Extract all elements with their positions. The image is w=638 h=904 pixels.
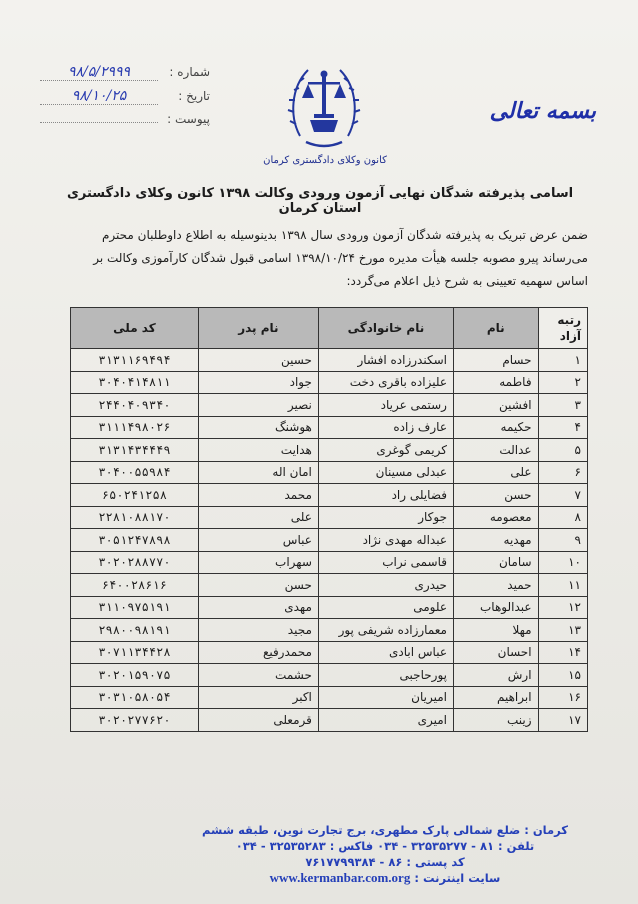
cell-rank: ۱۵ bbox=[538, 664, 587, 687]
col-header-last-name: نام خانوادگی bbox=[318, 308, 453, 349]
footer-website-label: سایت اینترنت : bbox=[414, 871, 501, 885]
cell-national-code: ۳۰۲۰۱۵۹۰۷۵ bbox=[71, 664, 199, 687]
cell-national-code: ۳۱۱۱۴۹۸۰۲۶ bbox=[71, 416, 199, 439]
footer-postal-code: کد پستی : ۸۶ - ۷۶۱۷۷۹۹۳۸۴ bbox=[305, 855, 465, 869]
cell-rank: ۲ bbox=[538, 371, 587, 394]
cell-national-code: ۳۱۳۱۱۶۹۴۹۴ bbox=[71, 349, 199, 372]
cell-first-name: حکیمه bbox=[453, 416, 538, 439]
cell-first-name: فاطمه bbox=[453, 371, 538, 394]
cell-last-name: عارف زاده bbox=[318, 416, 453, 439]
cell-national-code: ۳۰۴۰۰۵۵۹۸۴ bbox=[71, 461, 199, 484]
cell-father-name: حسین bbox=[198, 349, 318, 372]
cell-father-name: امان اله bbox=[198, 461, 318, 484]
cell-first-name: زینب bbox=[453, 709, 538, 732]
cell-rank: ۱۳ bbox=[538, 619, 587, 642]
cell-first-name: عبدالوهاب bbox=[453, 596, 538, 619]
cell-first-name: حمید bbox=[453, 574, 538, 597]
cell-last-name: علیزاده باقری دخت bbox=[318, 371, 453, 394]
cell-father-name: هدایت bbox=[198, 439, 318, 462]
table-row bbox=[71, 461, 588, 484]
cell-rank: ۷ bbox=[538, 484, 587, 507]
table-row bbox=[71, 596, 588, 619]
letter-number-row bbox=[40, 64, 210, 88]
cell-father-name: سهراب bbox=[198, 551, 318, 574]
footer-phone-fax: تلفن : ۸۱ - ۳۲۵۳۵۲۷۷ - ۰۳۴ فاکس : ۳۲۵۳۵۲۸۳ - ۰۳۴ bbox=[235, 839, 535, 853]
cell-father-name: نصیر bbox=[198, 394, 318, 417]
cell-rank: ۵ bbox=[538, 439, 587, 462]
table-row bbox=[71, 371, 588, 394]
cell-national-code: ۶۴۰۰۲۸۶۱۶ bbox=[71, 574, 199, 597]
cell-father-name: اکبر bbox=[198, 686, 318, 709]
cell-first-name: ابراهیم bbox=[453, 686, 538, 709]
table-row bbox=[71, 529, 588, 552]
cell-father-name: هوشنگ bbox=[198, 416, 318, 439]
cell-national-code: ۳۰۵۱۲۴۷۸۹۸ bbox=[71, 529, 199, 552]
emblem-caption: کانون وکلای دادگستری کرمان bbox=[263, 155, 387, 166]
cell-last-name: جوکار bbox=[318, 506, 453, 529]
cell-last-name: پورحاجبی bbox=[318, 664, 453, 687]
col-header-father-name: نام پدر bbox=[198, 308, 318, 349]
cell-father-name: جواد bbox=[198, 371, 318, 394]
cell-last-name: امیریان bbox=[318, 686, 453, 709]
cell-first-name: ارش bbox=[453, 664, 538, 687]
letter-date-row bbox=[40, 88, 210, 112]
cell-national-code: ۳۰۲۰۲۸۸۷۷۰ bbox=[71, 551, 199, 574]
cell-national-code: ۲۴۴۰۴۰۹۳۴۰ bbox=[71, 394, 199, 417]
table-row bbox=[71, 574, 588, 597]
cell-first-name: حسام bbox=[453, 349, 538, 372]
basmala-heading: بسمه تعالی bbox=[489, 98, 596, 124]
cell-first-name: سامان bbox=[453, 551, 538, 574]
table-row bbox=[71, 551, 588, 574]
table-row bbox=[71, 394, 588, 417]
letter-attachment-value bbox=[40, 122, 158, 123]
cell-father-name: مهدی bbox=[198, 596, 318, 619]
cell-last-name: اسکندرزاده افشار bbox=[318, 349, 453, 372]
cell-father-name: عباس bbox=[198, 529, 318, 552]
col-header-rank: رتبه آزاد bbox=[538, 308, 587, 349]
table-row bbox=[71, 619, 588, 642]
cell-last-name: فضایلی راد bbox=[318, 484, 453, 507]
cell-first-name: احسان bbox=[453, 641, 538, 664]
bar-association-emblem bbox=[286, 58, 362, 154]
cell-first-name: عدالت bbox=[453, 439, 538, 462]
cell-rank: ۳ bbox=[538, 394, 587, 417]
cell-rank: ۱۲ bbox=[538, 596, 587, 619]
cell-first-name: مهلا bbox=[453, 619, 538, 642]
table-row bbox=[71, 506, 588, 529]
cell-last-name: قاسمی نراب bbox=[318, 551, 453, 574]
cell-rank: ۱۴ bbox=[538, 641, 587, 664]
table-header-row bbox=[71, 308, 588, 349]
letter-date-value: ۹۸/۱۰/۲۵ bbox=[40, 88, 158, 105]
cell-rank: ۱۶ bbox=[538, 686, 587, 709]
cell-last-name: امیری bbox=[318, 709, 453, 732]
table-row bbox=[71, 416, 588, 439]
cell-rank: ۶ bbox=[538, 461, 587, 484]
cell-father-name: محمد bbox=[198, 484, 318, 507]
cell-rank: ۱۰ bbox=[538, 551, 587, 574]
cell-national-code: ۳۱۱۰۹۷۵۱۹۱ bbox=[71, 596, 199, 619]
letter-date-label: تاریخ : bbox=[178, 89, 210, 103]
cell-last-name: علومی bbox=[318, 596, 453, 619]
cell-father-name: قرمعلی bbox=[198, 709, 318, 732]
cell-rank: ۸ bbox=[538, 506, 587, 529]
cell-rank: ۱۷ bbox=[538, 709, 587, 732]
letter-attachment-label: پیوست : bbox=[167, 112, 210, 126]
cell-rank: ۴ bbox=[538, 416, 587, 439]
letter-number-label: شماره : bbox=[169, 65, 210, 79]
table-row bbox=[71, 349, 588, 372]
table-row bbox=[71, 709, 588, 732]
footer-website-link[interactable]: www.kermanbar.com.org bbox=[269, 870, 411, 885]
cell-father-name: حسن bbox=[198, 574, 318, 597]
table-body bbox=[71, 349, 588, 732]
footer-website-line bbox=[170, 870, 600, 886]
letter-reference-block bbox=[40, 64, 210, 136]
cell-rank: ۹ bbox=[538, 529, 587, 552]
table-row bbox=[71, 664, 588, 687]
accepted-candidates-table bbox=[70, 307, 588, 732]
table-row bbox=[71, 686, 588, 709]
cell-national-code: ۳۱۳۱۴۳۴۴۴۹ bbox=[71, 439, 199, 462]
cell-rank: ۱۱ bbox=[538, 574, 587, 597]
footer-address: کرمان : ضلع شمالی پارک مطهری، برج تجارت نوین، طبقه ششم bbox=[202, 823, 568, 837]
emblem-ribbon bbox=[306, 142, 342, 146]
cell-national-code: ۳۰۳۱۰۵۸۰۵۴ bbox=[71, 686, 199, 709]
cell-father-name: علی bbox=[198, 506, 318, 529]
letter-attachment-row bbox=[40, 112, 210, 136]
cell-last-name: عبدلی مسینان bbox=[318, 461, 453, 484]
cell-national-code: ۲۲۸۱۰۸۸۱۷۰ bbox=[71, 506, 199, 529]
cell-father-name: مجید bbox=[198, 619, 318, 642]
scales-of-justice-icon bbox=[302, 71, 346, 133]
cell-first-name: علی bbox=[453, 461, 538, 484]
cell-first-name: معصومه bbox=[453, 506, 538, 529]
table-row bbox=[71, 439, 588, 462]
cell-rank: ۱ bbox=[538, 349, 587, 372]
table-row bbox=[71, 641, 588, 664]
cell-national-code: ۳۰۲۰۲۷۷۶۲۰ bbox=[71, 709, 199, 732]
letter-number-value: ۹۸/۵/۲۹۹۹ bbox=[40, 64, 158, 81]
cell-last-name: رستمی عریاد bbox=[318, 394, 453, 417]
cell-first-name: حسن bbox=[453, 484, 538, 507]
cell-last-name: عباس ابادی bbox=[318, 641, 453, 664]
cell-national-code: ۲۹۸۰۰۹۸۱۹۱ bbox=[71, 619, 199, 642]
table-row bbox=[71, 484, 588, 507]
cell-last-name: حیدری bbox=[318, 574, 453, 597]
cell-last-name: معمارزاده شریفی پور bbox=[318, 619, 453, 642]
intro-paragraph: ضمن عرض تبریک به پذیرفته شدگان آزمون ورودی سال ۱۳۹۸ بدینوسیله به اطلاع داوطلبان محترم می‌رساند پیرو مصوبه جلسه هیأت مدیره مورخ ۱۳۹۸/۱۰/۲۴ اسامی قبول شدگان کارآموزی وکالت بر اساس سهمیه تعیینی به شرح ذیل اعلام می‌گردد: bbox=[93, 228, 588, 288]
cell-last-name: عبداله مهدی نژاد bbox=[318, 529, 453, 552]
cell-first-name: افشین bbox=[453, 394, 538, 417]
cell-national-code: ۳۰۷۱۱۳۴۴۲۸ bbox=[71, 641, 199, 664]
col-header-first-name: نام bbox=[453, 308, 538, 349]
document-title: اسامی پذیرفته شدگان نهایی آزمون ورودی وکالت ۱۳۹۸ کانون وکلای دادگستری استان کرمان bbox=[66, 186, 574, 216]
cell-last-name: کریمی گوغری bbox=[318, 439, 453, 462]
cell-national-code: ۳۰۴۰۴۱۴۸۱۱ bbox=[71, 371, 199, 394]
cell-father-name: محمدرفیع bbox=[198, 641, 318, 664]
cell-father-name: حشمت bbox=[198, 664, 318, 687]
col-header-national-code: کد ملی bbox=[71, 308, 199, 349]
cell-national-code: ۶۵۰۲۴۱۲۵۸ bbox=[71, 484, 199, 507]
footer-contact bbox=[170, 822, 600, 886]
cell-first-name: مهدیه bbox=[453, 529, 538, 552]
